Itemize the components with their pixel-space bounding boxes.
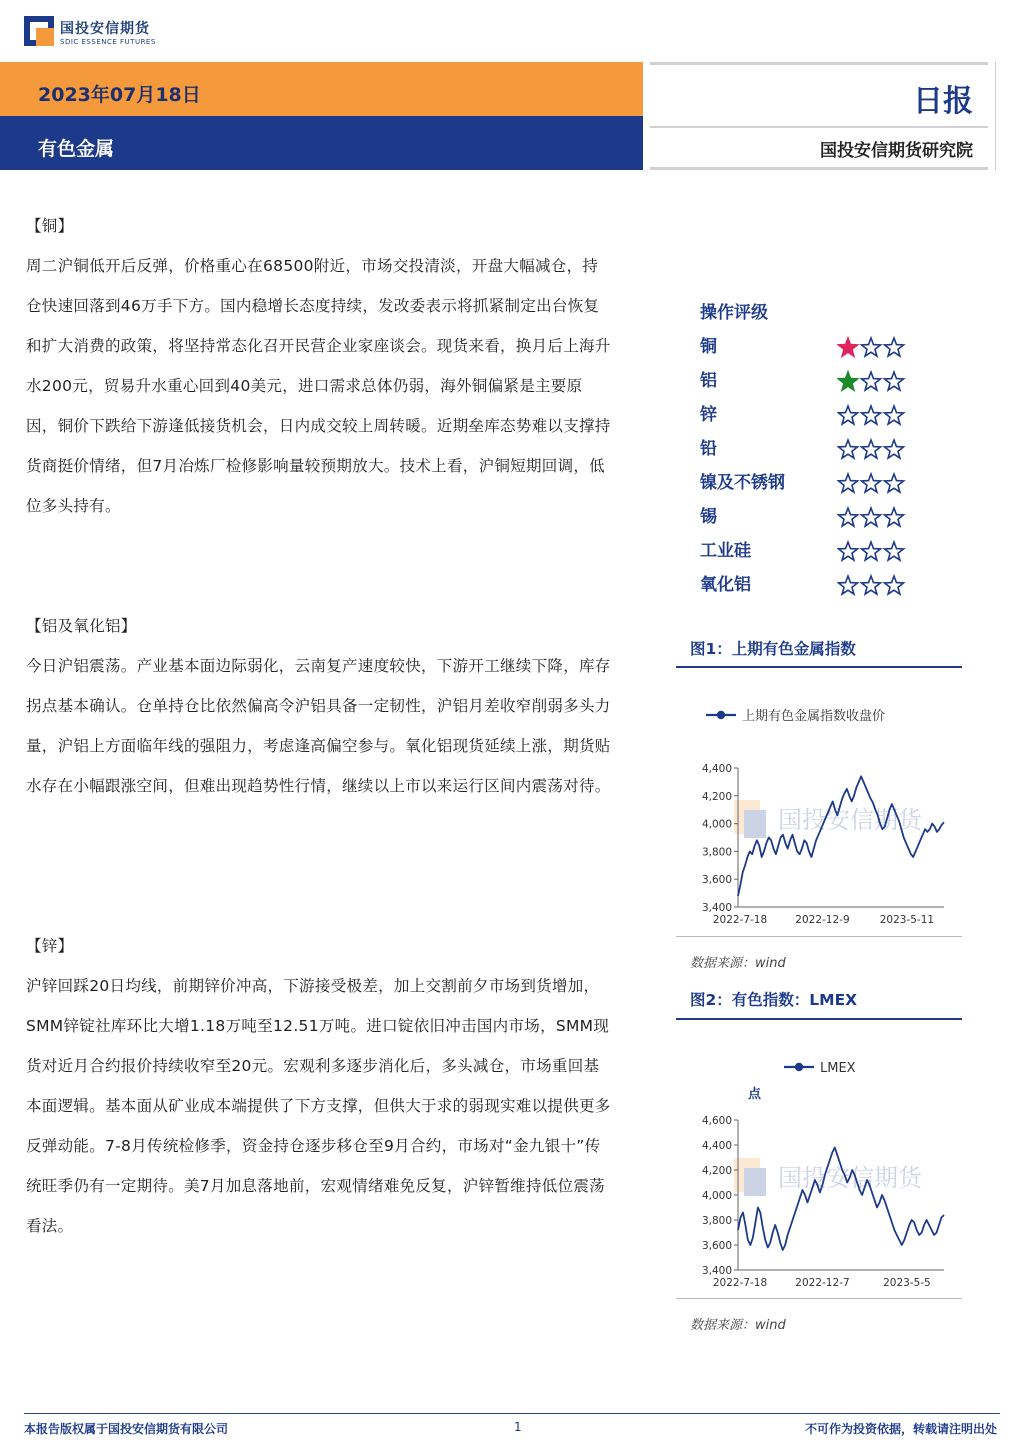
figure-1-rule-top <box>676 666 962 668</box>
report-sector: 有色金属 <box>38 138 115 160</box>
rating-panel <box>700 296 930 602</box>
company-logo <box>24 14 184 54</box>
section-aluminum <box>26 606 611 806</box>
rating-stars <box>837 398 907 432</box>
y-axis-label: 点 <box>748 1087 762 1102</box>
figure-1-source: 数据来源：wind <box>690 956 786 971</box>
section-body: 沪锌回踩20日均线，前期锌价冲高，下游接受极差，加上交割前夕市场到货增加，SMM锌锭社库环比大增1.18万吨至12.51万吨。进口锭依旧冲击国内市场，SMM现货对近月合约报价持续收窄至20元。宏观利多逐步消化后，多头减仓，市场重回基本面逻辑。基本面从矿业成本端提供了下方支撑，但供大于求的弱现实难以提供更多反弹动能。7-8月传统检修季，资金持仓逐步移仓至9月合约，市场对“金九银十”传统旺季仍有一定期待。美7月加息落地前，宏观情绪难免反复，沪锌暂维持低位震荡看法。 <box>26 977 611 1235</box>
star-empty-icon <box>861 372 880 390</box>
y-tick-label: 3,400 <box>701 902 732 914</box>
star-empty-icon <box>861 542 880 560</box>
x-tick-label: 2022-7-18 <box>712 1277 768 1289</box>
rating-stars <box>837 568 907 602</box>
star-empty-icon <box>861 508 880 526</box>
y-tick-label: 4,600 <box>701 1115 732 1127</box>
rating-stars <box>837 330 907 364</box>
watermark-text: 国投安信期货 <box>778 1164 922 1192</box>
rating-metal-name: 铝 <box>700 371 717 391</box>
watermark-text: 国投安信期货 <box>778 806 922 834</box>
series-line <box>738 1148 944 1251</box>
star-empty-icon <box>838 542 857 560</box>
star-empty-icon <box>884 542 903 560</box>
watermark-mark <box>744 1168 766 1196</box>
rating-row <box>700 364 930 398</box>
chart-shfe-index <box>676 690 962 938</box>
logo-mark-icon <box>24 16 54 46</box>
y-tick-label: 3,600 <box>701 874 732 887</box>
figure-1-title: 图1：上期有色金属指数 <box>690 640 856 658</box>
footer-copyright: 本报告版权属于国投安信期货有限公司 <box>24 1422 229 1436</box>
figure-2-source: 数据来源：wind <box>690 1318 786 1333</box>
section-heading: 【铜】 <box>26 217 74 235</box>
star-empty-icon <box>884 372 903 390</box>
rating-row <box>700 398 930 432</box>
section-body: 今日沪铝震荡。产业基本面边际弱化，云南复产速度较快，下游开工继续下降，库存拐点基本确认。仓单持仓比依然偏高令沪铝具备一定韧性，沪铝月差收窄削弱多头力量，沪铝上方面临年线的强阻力，考虑逢高偏空参与。氧化铝现货延续上涨，期货贴水存在小幅跟涨空间，但难出现趋势性行情，继续以上市以来运行区间内震荡对待。 <box>26 657 611 795</box>
x-tick-label: 2023-5-5 <box>883 1277 931 1289</box>
rating-metal-name: 锌 <box>700 405 717 425</box>
rating-metal-name: 镍及不锈钢 <box>700 473 785 493</box>
header-rule-top <box>650 62 988 65</box>
y-tick-label: 4,200 <box>701 790 732 803</box>
star-empty-icon <box>861 576 880 594</box>
figure-1-rule-bottom <box>676 936 962 937</box>
star-empty-icon <box>884 474 903 492</box>
y-tick-label: 3,400 <box>701 1265 732 1277</box>
star-empty-icon <box>884 440 903 458</box>
rating-stars <box>837 432 907 466</box>
legend-label: 上期有色金属指数收盘价 <box>742 709 886 724</box>
series-line <box>738 776 944 896</box>
figure-2-title: 图2：有色指数：LMEX <box>690 991 858 1009</box>
y-tick-label: 3,800 <box>701 1215 732 1227</box>
y-tick-label: 4,400 <box>701 763 732 775</box>
legend-marker <box>717 711 725 719</box>
star-empty-icon <box>861 474 880 492</box>
rating-stars <box>837 364 907 398</box>
report-type: 日报 <box>913 84 973 119</box>
star-empty-icon <box>861 440 880 458</box>
section-body: 周二沪铜低开后反弹，价格重心在68500附近，市场交投清淡，开盘大幅减仓，持仓快速回落到46万手下方。国内稳增长态度持续，发改委表示将抓紧制定出台恢复和扩大消费的政策，将坚持常态化召开民营企业家座谈会。现货来看，换月后上海升水200元，贸易升水重心回到40美元，进口需求总体仍弱，海外铜偏紧是主要原因，铜价下跌给下游逢低接货机会，日内成交较上周转暖。近期垒库态势难以支撑持货商挺价情绪，但7月冶炼厂检修影响量较预期放大。技术上看，沪铜短期回调，低位多头持有。 <box>26 257 611 515</box>
watermark <box>734 800 924 838</box>
section-heading: 【铝及氧化铝】 <box>26 617 137 635</box>
figure-2-rule-top <box>676 1018 962 1020</box>
star-empty-icon <box>838 576 857 594</box>
rating-metal-name: 氧化铝 <box>700 575 751 595</box>
logo-en: SDIC ESSENCE FUTURES <box>60 38 156 46</box>
x-tick-label: 2022-12-9 <box>795 914 850 926</box>
x-tick-label: 2023-5-11 <box>879 914 935 926</box>
rating-metal-name: 铅 <box>700 439 717 459</box>
star-empty-icon <box>884 576 903 594</box>
rating-title: 操作评级 <box>700 303 768 323</box>
watermark-mark <box>744 810 766 838</box>
section-heading: 【锌】 <box>26 937 74 955</box>
rating-stars <box>837 534 907 568</box>
star-empty-icon <box>884 508 903 526</box>
x-tick-label: 2022-12-7 <box>795 1277 850 1289</box>
chart-legend <box>784 1061 856 1076</box>
rating-row <box>700 568 930 602</box>
institute-name: 国投安信期货研究院 <box>820 141 973 161</box>
rating-metal-name: 铜 <box>700 337 717 357</box>
y-tick-label: 4,400 <box>701 1140 732 1152</box>
rating-row <box>700 432 930 466</box>
figure-2-rule-bottom <box>676 1298 962 1299</box>
rating-row <box>700 466 930 500</box>
star-empty-icon <box>884 338 903 356</box>
star-empty-icon <box>861 338 880 356</box>
rating-row <box>700 534 930 568</box>
y-tick-label: 4,000 <box>701 1190 732 1202</box>
rating-stars <box>837 466 907 500</box>
header-divider <box>995 62 996 170</box>
star-empty-icon <box>838 406 857 424</box>
page-number: 1 <box>514 1420 522 1434</box>
y-tick-label: 4,200 <box>701 1165 732 1177</box>
star-empty-icon <box>838 440 857 458</box>
footer-disclaimer: 不可作为投资依据，转载请注明出处 <box>804 1422 997 1436</box>
header-rule-mid <box>650 126 988 128</box>
star-filled-icon <box>838 338 857 356</box>
rating-row <box>700 500 930 534</box>
chart-legend <box>706 708 885 724</box>
footer-rule <box>24 1413 1000 1414</box>
y-tick-label: 4,000 <box>701 818 732 831</box>
section-copper <box>26 206 611 526</box>
legend-label: LMEX <box>820 1061 856 1076</box>
rating-row <box>700 330 930 364</box>
legend-marker <box>795 1063 803 1071</box>
star-empty-icon <box>838 508 857 526</box>
rating-stars <box>837 500 907 534</box>
y-tick-label: 3,600 <box>701 1240 732 1252</box>
x-tick-label: 2022-7-18 <box>712 914 768 926</box>
star-empty-icon <box>861 406 880 424</box>
section-zinc <box>26 926 611 1246</box>
rating-metal-name: 锡 <box>700 507 717 527</box>
star-filled-icon <box>838 372 857 390</box>
report-date: 2023年07月18日 <box>38 84 201 106</box>
logo-cn: 国投安信期货 <box>60 21 150 37</box>
star-empty-icon <box>838 474 857 492</box>
star-empty-icon <box>884 406 903 424</box>
rating-metal-name: 工业硅 <box>700 541 751 561</box>
y-tick-label: 3,800 <box>701 846 732 859</box>
header-rule-bottom <box>650 167 988 170</box>
chart-lmex <box>676 1040 962 1298</box>
